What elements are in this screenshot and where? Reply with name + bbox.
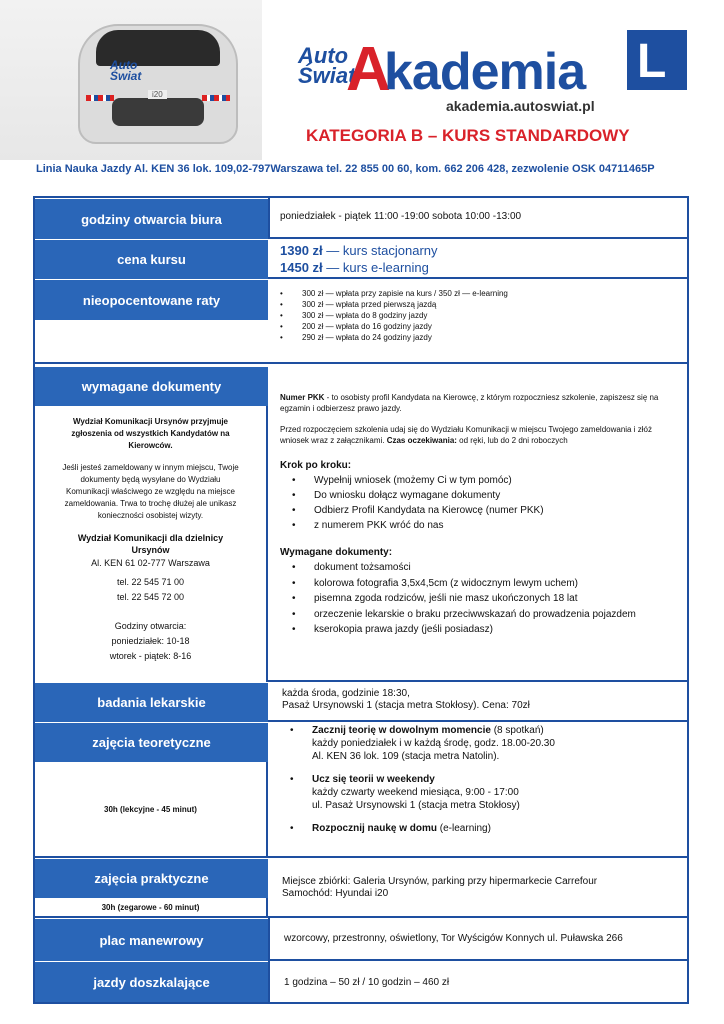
- required-title: Wymagane dokumenty:: [280, 547, 393, 558]
- theory-option-suffix: (e-learning): [437, 823, 491, 834]
- course-table: [33, 196, 689, 1004]
- brand-a-letter: A: [346, 35, 391, 104]
- price-stationary-text: — kurs stacjonarny: [322, 243, 438, 258]
- brand-auto-swiat: Auto Świat: [298, 43, 356, 88]
- office-name: Wydział Komunikacji dla dzielnicy Ursynów: [77, 533, 224, 555]
- price-elearning: 1450 zł: [280, 260, 323, 275]
- medical-value: [268, 682, 687, 722]
- documents-label: wymagane dokumenty: [35, 366, 268, 406]
- installment-item: • 300 zł — wpłata przy zapisie na kurs / 350 zł — e-learning: [302, 288, 687, 299]
- car-photo: [0, 0, 262, 160]
- price-elearning-text: — kurs e-learning: [322, 260, 429, 275]
- theory-option-title: Rozpocznij naukę w domu: [312, 823, 438, 834]
- office-note: Jeśli jesteś zameldowany w innym miejscu, Twoje dokumenty będą wysyłane do Wydziału Komunikacji właściwego ze względu na miejsce zameldowania. Trwa to trochę dłużej ale unikasz konieczności osobistej wizyty.: [62, 463, 239, 520]
- practice-line: Miejsce zbiórki: Galeria Ursynów, parking przy hipermarkecie Carrefour: [282, 876, 598, 887]
- theory-options: [268, 722, 687, 858]
- maneuver-label: plac manewrowy: [35, 918, 268, 961]
- theory-option-line: ul. Pasaż Ursynowski 1 (stacja metra Stokłosy): [312, 800, 520, 811]
- car-plate: i20: [148, 90, 167, 99]
- installment-item: • 200 zł — wpłata do 16 godziny jazdy: [302, 321, 687, 332]
- brand-url: akademia.autoswiat.pl: [446, 98, 595, 114]
- theory-option-title: Ucz się teorii w weekendy: [312, 774, 435, 785]
- required-item: • kserokopia prawa jazdy (jeśli posiadasz): [314, 622, 677, 638]
- price-value: [268, 239, 687, 279]
- theory-note: 30h (lekcyjne - 45 minut): [35, 762, 268, 858]
- price-label: cena kursu: [35, 239, 268, 279]
- office-phone: tel. 22 545 71 00: [116, 577, 185, 587]
- hours-label: godziny otwarcia biura: [35, 198, 268, 239]
- required-item: • pisemna zgoda rodziców, jeśli nie masz ukończonych 18 lat: [314, 591, 677, 607]
- office-hours: poniedziałek: 10-18: [111, 636, 190, 646]
- installment-item: • 300 zł — wpłata przed pierwszą jazdą: [302, 299, 687, 310]
- theory-option-line: każdy poniedziałek i w każdą środę, godz. 18.00-20.30: [312, 738, 555, 749]
- step-item: • z numerem PKK wróć do nas: [314, 518, 677, 533]
- car-grill: [112, 90, 204, 126]
- wait-text: od ręki, lub do 2 dni roboczych: [456, 436, 568, 445]
- extra-label: jazdy doszkalające: [35, 961, 268, 1002]
- pkk-title: Numer PKK: [280, 393, 325, 402]
- theory-option-line: Al. KEN 36 lok. 109 (stacja metra Natolin).: [312, 751, 500, 762]
- medical-line: Pasaż Ursynowski 1 (stacja metra Stokłosy). Cena: 70zł: [282, 700, 530, 711]
- installments-list: [268, 279, 687, 364]
- hours-value: poniedziałek - piątek 11:00 -19:00 sobota 10:00 -13:00: [268, 198, 687, 239]
- step-item: • Wypełnij wniosek (możemy Ci w tym pomóc): [314, 473, 677, 488]
- required-item: • dokument tożsamości: [314, 560, 677, 576]
- pkk-text: - to osobisty profil Kandydata na Kierowcę, z którym rozpoczniesz szkolenie, zapiszesz się na egzamin i odbierzesz prawo jazdy.: [280, 393, 659, 413]
- car-logo: Auto Świat: [110, 58, 142, 83]
- practice-line: Samochód: Hyundai i20: [282, 888, 389, 899]
- theory-label: zajęcia teoretyczne: [35, 722, 268, 762]
- medical-line: każda środa, godzinie 18:30,: [282, 688, 410, 699]
- office-hours-label: Godziny otwarcia:: [114, 621, 187, 631]
- price-stationary: 1390 zł: [280, 243, 323, 258]
- l-badge-letter: L: [637, 35, 667, 88]
- required-item: • orzeczenie lekarskie o braku przeciwwskazań do prowadzenia pojazdem: [314, 607, 677, 623]
- page-subtitle: Linia Nauka Jazdy Al. KEN 36 lok. 109,02-797Warszawa tel. 22 855 00 60, kom. 662 206 428, zezwolenie OSK 04711465P: [36, 163, 655, 175]
- car-stripe-right: [202, 95, 230, 101]
- office-phone: tel. 22 545 72 00: [116, 592, 185, 602]
- office-intro: Wydział Komunikacji Ursynów przyjmuje zgłoszenia od wszystkich Kandydatów na Kierowców.: [71, 417, 230, 450]
- theory-option-line: każdy czwarty weekend miesiąca, 9:00 - 17:00: [312, 787, 519, 798]
- theory-option-suffix: (8 spotkań): [490, 725, 544, 736]
- practice-label: zajęcia praktyczne: [35, 858, 268, 898]
- documents-office-info: [35, 406, 268, 682]
- installments-label: nieopocentowane raty: [35, 279, 268, 320]
- installment-item: • 290 zł — wpłata do 24 godziny jazdy: [302, 332, 687, 343]
- before-text: Przed rozpoczęciem szkolenia udaj się do Wydziału Komunikacji w miejscu Twojego zameldowania i złóż wniosek wraz z załącznikami.: [280, 425, 652, 445]
- installment-item: • 300 zł — wpłata do 8 godziny jazdy: [302, 310, 687, 321]
- wait-title: Czas oczekiwania:: [386, 436, 457, 445]
- medical-label: badania lekarskie: [35, 682, 268, 722]
- car-stripe-left: [86, 95, 114, 101]
- step-item: • Do wniosku dołącz wymagane dokumenty: [314, 488, 677, 503]
- office-address: Al. KEN 61 02-777 Warszawa: [91, 558, 210, 568]
- steps-title: Krok po kroku:: [280, 460, 352, 471]
- l-badge-icon: [627, 30, 687, 90]
- theory-option-title: Zacznij teorię w dowolnym momencie: [312, 725, 491, 736]
- installments-left-blank: [35, 320, 268, 364]
- brand-akademia: kademia: [384, 43, 586, 101]
- practice-value: [268, 858, 687, 918]
- extra-value: 1 godzina – 50 zł / 10 godzin – 460 zł: [268, 961, 687, 1002]
- practice-note: 30h (zegarowe - 60 minut): [35, 898, 268, 918]
- page-title: KATEGORIA B – KURS STANDARDOWY: [306, 126, 630, 145]
- required-item: • kolorowa fotografia 3,5x4,5cm (z widocznym lewym uchem): [314, 576, 677, 592]
- office-hours: wtorek - piątek: 8-16: [109, 651, 192, 661]
- step-item: • Odbierz Profil Kandydata na Kierowcę (numer PKK): [314, 503, 677, 518]
- documents-info: [268, 366, 687, 682]
- maneuver-value: wzorcowy, przestronny, oświetlony, Tor Wyścigów Konnych ul. Puławska 266: [268, 918, 687, 961]
